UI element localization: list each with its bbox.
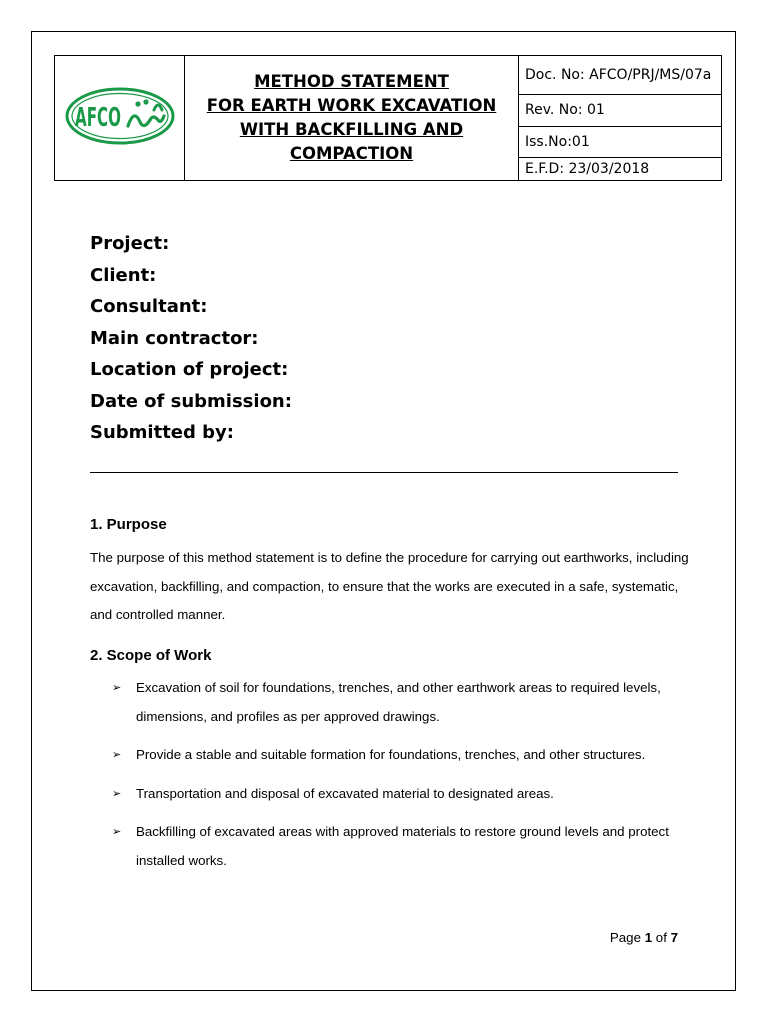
page-current: 1 (644, 930, 653, 945)
title-line-1: METHOD STATEMENT (254, 72, 449, 91)
page-number (610, 930, 678, 945)
efd-cell: E.F.D: 23/03/2018 (519, 157, 722, 180)
field-main-contractor: Main contractor: (90, 327, 259, 349)
scope-item-text: Transportation and disposal of excavated material to designated areas. (136, 785, 554, 801)
page-word: Page (609, 930, 641, 945)
rev-no-cell: Rev. No: 01 (519, 95, 722, 126)
field-consultant: Consultant: (90, 296, 208, 317)
title-line-2: FOR EARTH WORK EXCAVATION (206, 96, 497, 115)
purpose-heading: 1. Purpose (90, 516, 167, 533)
list-item (112, 741, 692, 770)
scope-item-text: Excavation of soil for foundations, trenches, and other earthwork areas to required levels, dimensions, and profiles as per approved drawings. (136, 680, 661, 724)
document-header-table (54, 55, 722, 181)
scope-list (112, 674, 692, 885)
iss-no-cell: Iss.No:01 (519, 126, 722, 157)
field-date-of-submission: Date of submission: (90, 390, 292, 412)
purpose-paragraph: The purpose of this method statement is to define the procedure for carrying out earthworks, including excavation, backfilling, and compaction, to ensure that the works are executed in a safe, systematic, and controlled manner. (90, 550, 689, 622)
logo-text: AFCO (74, 103, 121, 133)
arrow-bullet-icon: ➢ (112, 749, 122, 761)
field-project: Project: (90, 233, 170, 254)
afco-logo-icon (64, 86, 176, 146)
field-location: Location of project: (90, 359, 289, 380)
arrow-bullet-icon: ➢ (112, 826, 122, 838)
field-submitted-by: Submitted by: (90, 422, 234, 443)
list-item (112, 780, 692, 809)
title-line-3: WITH BACKFILLING AND (239, 120, 464, 139)
arrow-bullet-icon: ➢ (112, 682, 122, 694)
title-cell (185, 56, 519, 181)
list-item (112, 818, 692, 875)
horizontal-divider (90, 472, 678, 473)
scope-item-text: Provide a stable and suitable formation for foundations, trenches, and other structures. (136, 747, 646, 762)
doc-no-cell: Doc. No: AFCO/PRJ/MS/07a (519, 56, 722, 95)
project-info-fields (90, 228, 292, 449)
list-item (112, 674, 692, 731)
title-line-4: COMPACTION (289, 144, 414, 163)
logo-cell (55, 56, 185, 181)
page-total: 7 (670, 930, 678, 945)
arrow-bullet-icon: ➢ (112, 787, 122, 800)
scope-heading: 2. Scope of Work (90, 647, 212, 664)
scope-item-text: Backfilling of excavated areas with approved materials to restore ground levels and protect installed works. (136, 824, 669, 868)
page-of: of (655, 930, 667, 945)
field-client: Client: (90, 264, 157, 286)
